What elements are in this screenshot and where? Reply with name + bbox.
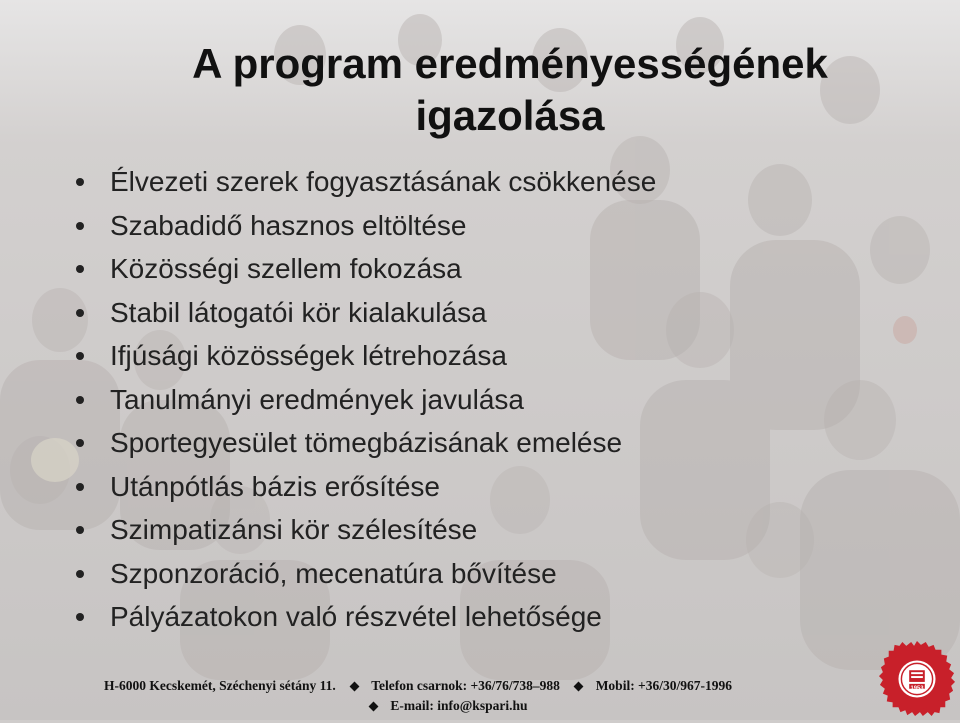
bullet-item xyxy=(72,334,656,378)
footer-mobile: Mobil: +36/30/967-1996 xyxy=(595,678,732,693)
logo-year: 1953 xyxy=(910,685,924,692)
footer-address: H-6000 Kecskemét, Széchenyi sétány 11. xyxy=(104,678,336,693)
bullet-list xyxy=(72,160,656,639)
bullet-item xyxy=(72,247,656,291)
footer-contact-row xyxy=(104,678,732,694)
bullet-dot-icon xyxy=(76,439,84,447)
bullet-dot-icon xyxy=(76,222,84,230)
bullet-text: Utánpótlás bázis erősítése xyxy=(110,470,440,502)
bullet-dot-icon xyxy=(76,309,84,317)
bullet-dot-icon xyxy=(76,526,84,534)
club-logo xyxy=(878,640,956,718)
bullet-text: Stabil látogatói kör kialakulása xyxy=(110,296,487,328)
bullet-dot-icon xyxy=(76,396,84,404)
slide-title-line-2: igazolása xyxy=(415,92,605,139)
diamond-separator-icon xyxy=(369,701,379,711)
bullet-item xyxy=(72,160,656,204)
bullet-dot-icon xyxy=(76,352,84,360)
bullet-text: Szponzoráció, mecenatúra bővítése xyxy=(110,557,557,589)
bullet-text: Szimpatizánsi kör szélesítése xyxy=(110,514,478,545)
footer-phone: Telefon csarnok: +36/76/738–988 xyxy=(371,678,560,693)
bullet-item xyxy=(72,552,656,596)
bullet-text: Szabadidő hasznos eltöltése xyxy=(110,209,467,241)
bullet-item xyxy=(72,508,656,552)
bullet-dot-icon xyxy=(76,178,84,186)
bullet-item xyxy=(72,291,656,335)
bullet-text: Pályázatokon való részvétel lehetősége xyxy=(110,601,602,632)
bullet-item xyxy=(72,465,656,509)
bullet-item xyxy=(72,204,656,248)
bullet-dot-icon xyxy=(76,570,84,578)
bullet-text: Élvezeti szerek fogyasztásának csökkenése xyxy=(110,166,657,197)
bullet-dot-icon xyxy=(76,483,84,491)
bullet-text: Közösségi szellem fokozása xyxy=(110,253,462,284)
bullet-item xyxy=(72,421,656,465)
bullet-text: Tanulmányi eredmények javulása xyxy=(110,383,524,415)
bullet-dot-icon xyxy=(76,613,84,621)
bullet-item xyxy=(72,595,656,639)
footer-email: E-mail: info@kspari.hu xyxy=(390,698,528,713)
bullet-dot-icon xyxy=(76,265,84,273)
diamond-separator-icon xyxy=(574,681,584,691)
footer-email-row xyxy=(370,698,527,714)
diamond-separator-icon xyxy=(350,681,360,691)
slide-title xyxy=(0,38,960,142)
bullet-text: Sportegyesület tömegbázisának emelése xyxy=(110,427,623,458)
bullet-text: Ifjúsági közösségek létrehozása xyxy=(110,340,507,371)
bullet-item xyxy=(72,378,656,422)
slide-title-line-1: A program eredményességének xyxy=(192,40,828,87)
